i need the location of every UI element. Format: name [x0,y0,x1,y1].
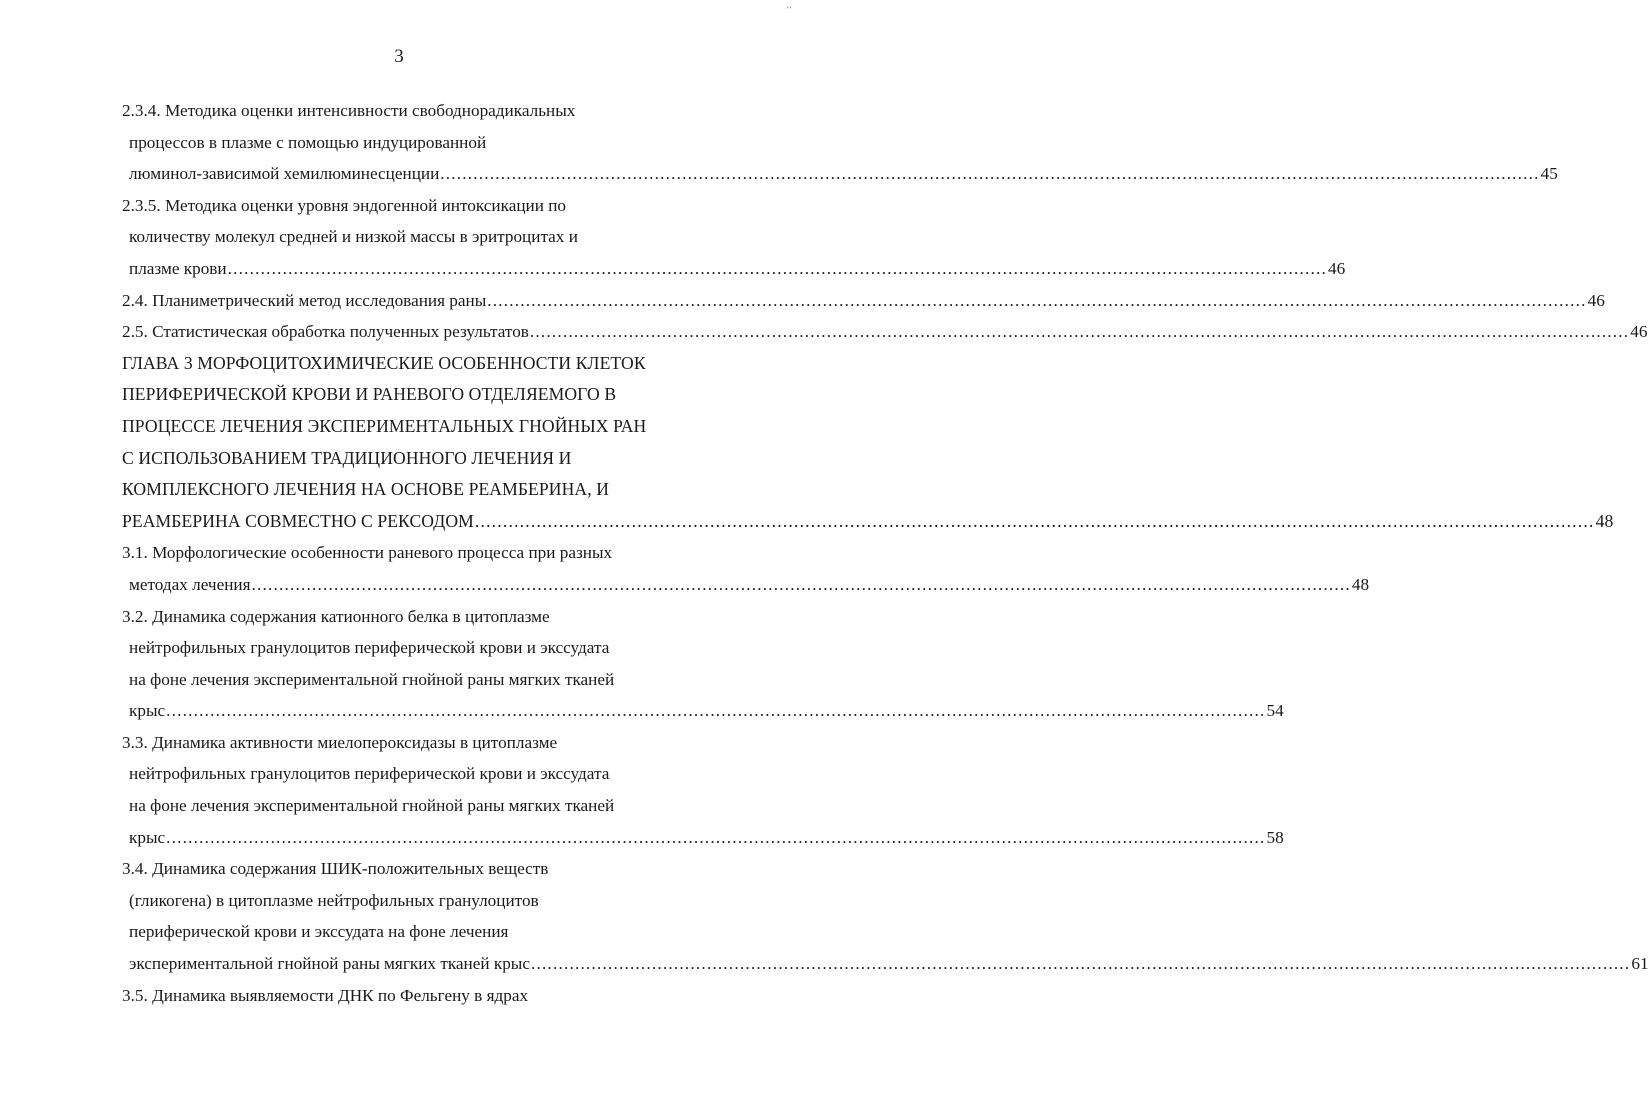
toc-entry-line [122,695,1284,727]
toc-entry-line [122,316,1648,348]
toc-entry-line [122,822,1284,854]
toc-entry-line [122,190,714,222]
toc-page-number: 61 [1631,954,1649,974]
toc-entry-text: люминол-зависимой хемилюминесценции [129,164,440,184]
toc-entry-line [122,285,1605,317]
toc-entry-text: нейтрофильных гранулоцитов периферической крови и экссудата [129,764,610,784]
toc-entry-line [122,980,714,1012]
toc-entry-text: на фоне лечения экспериментальной гнойной раны мягких тканей [129,669,615,689]
toc-page-number: 48 [1351,574,1370,594]
toc-entry-line [122,411,714,443]
toc-entry-line [122,253,1346,285]
toc-entry-line [122,221,714,253]
toc-entry-text: процессов в плазме с помощью индуцированной [129,132,487,152]
toc-entry-line [122,443,714,475]
toc-entry-line [122,948,1649,980]
dot-leader: ........................................................................................................................................................................................................ [440,164,1540,184]
toc-page-number: 48 [1595,510,1614,531]
toc-entry-text: количеству молекул средней и низкой массы в эритроцитах и [129,227,578,247]
toc-page-number: 58 [1266,827,1284,847]
dot-leader: ........................................................................................................................................................................................................ [166,827,1266,847]
toc-entry-line [122,601,714,633]
toc-entry-text: на фоне лечения экспериментальной гнойной раны мягких тканей [129,796,615,816]
toc-entry-text: РЕАМБЕРИНА СОВМЕСТНО С РЕКСОДОМ [122,510,474,531]
toc-entry-text: 2.3.4. Методика оценки интенсивности свободнорадикальных [122,101,576,120]
toc-entry-text: методах лечения [129,574,251,594]
toc-entry-line [122,474,714,506]
toc-entry-line [122,758,714,790]
scan-corner-mark: ʼʼ [786,6,792,16]
toc-entry-line [122,790,714,822]
toc-page-number: 46 [1587,290,1605,310]
dot-leader: ........................................................................................................................................................................................................ [166,701,1266,721]
toc-entry-text: крыс [129,827,166,847]
toc-entry-line [122,727,714,759]
dot-leader: ........................................................................................................................................................................................................ [529,322,1630,342]
toc-entry-text: 2.5. Статистическая обработка полученных результатов [122,322,529,342]
table-of-contents [122,95,1649,1011]
toc-page-number: 45 [1540,164,1558,184]
toc-entry-text: 3.3. Динамика активности миелопероксидазы в цитоплазме [122,732,558,752]
toc-entry-text: (гликогена) в цитоплазме нейтрофильных гранулоцитов [129,890,539,910]
toc-entry-line [122,127,714,159]
toc-entry-line [122,664,714,696]
dot-leader: ........................................................................................................................................................................................................ [487,290,1587,310]
toc-page-number: 46 [1630,322,1648,342]
dot-leader: ........................................................................................................................................................................................................ [251,574,1351,594]
toc-entry-line [122,158,1558,190]
toc-entry-text: 2.3.5. Методика оценки уровня эндогенной интоксикации по [122,195,567,215]
toc-entry-line [122,632,714,664]
dot-leader: ........................................................................................................................................................................................................ [531,954,1631,974]
toc-entry-text: 3.2. Динамика содержания катионного белка в цитоплазме [122,606,550,626]
toc-entry-line [122,916,714,948]
toc-entry-text: 3.5. Динамика выявляемости ДНК по Фельгену в ядрах [122,985,529,1005]
toc-entry-line [122,885,714,917]
toc-entry-line [122,379,714,411]
toc-entry-text: нейтрофильных гранулоцитов периферической крови и экссудата [129,638,610,658]
toc-entry-line [122,95,714,127]
toc-entry-text: плазме крови [129,258,227,278]
toc-entry-text: 3.1. Морфологические особенности раневого процесса при разных [122,543,613,563]
toc-entry-text: периферической крови и экссудата на фоне лечения [129,922,509,942]
toc-entry-text: крыс [129,701,166,721]
toc-entry-text: ГЛАВА 3 МОРФОЦИТОХИМИЧЕСКИЕ ОСОБЕННОСТИ КЛЕТОК [122,352,646,373]
toc-entry-text: ПРОЦЕССЕ ЛЕЧЕНИЯ ЭКСПЕРИМЕНТАЛЬНЫХ ГНОЙНЫХ РАН [122,415,647,436]
dot-leader: ........................................................................................................................................................................................................ [474,510,1595,531]
toc-entry-text: КОМПЛЕКСНОГО ЛЕЧЕНИЯ НА ОСНОВЕ РЕАМБЕРИНА, И [122,479,610,500]
toc-entry-text: 3.4. Динамика содержания ШИК-положительных веществ [122,859,549,879]
toc-page-number: 46 [1327,258,1346,278]
toc-entry-text: экспериментальной гнойной раны мягких тканей крыс [129,954,530,974]
toc-entry-line [122,506,1614,538]
page-number: 3 [394,46,404,67]
toc-entry-text: С ИСПОЛЬЗОВАНИЕМ ТРАДИЦИОННОГО ЛЕЧЕНИЯ И [122,447,572,468]
toc-entry-line [122,853,714,885]
toc-page-number: 54 [1266,701,1284,721]
toc-entry-line [122,537,714,569]
dot-leader: ........................................................................................................................................................................................................ [227,258,1327,278]
toc-entry-text: 2.4. Планиметрический метод исследования раны [122,290,487,310]
toc-entry-line [122,569,1370,601]
toc-entry-line [122,348,714,380]
toc-entry-text: ПЕРИФЕРИЧЕСКОЙ КРОВИ И РАНЕВОГО ОТДЕЛЯЕМОГО В [122,384,617,405]
